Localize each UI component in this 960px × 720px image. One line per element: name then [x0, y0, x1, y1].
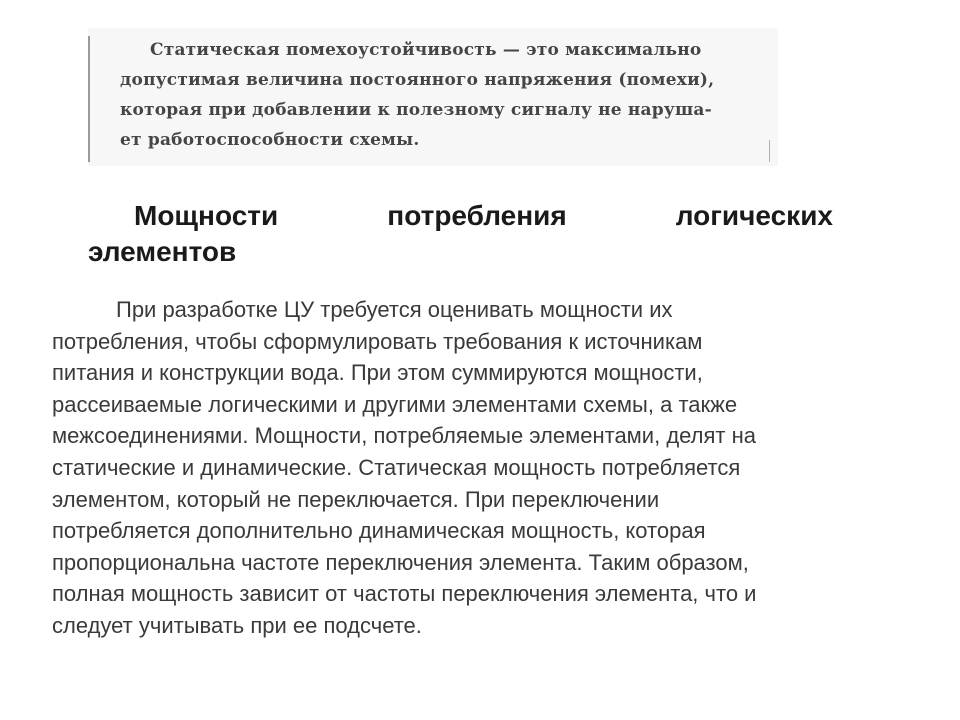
paragraph-line: рассеиваемые логическими и другими элементами схемы, а также	[52, 391, 738, 417]
paragraph-line: При разработке ЦУ требуется оценивать мощности их	[116, 297, 673, 322]
heading-line-1	[88, 198, 833, 234]
scan-line: ет работоспособности схемы.	[120, 130, 420, 150]
paragraph-line: межсоединениями. Мощности, потребляемые элементами, делят на	[52, 423, 756, 449]
heading-line-2: элементов	[88, 236, 237, 267]
scan-edge-left	[88, 36, 90, 162]
scan-edge-right	[769, 140, 770, 162]
paragraph-line: полная мощность зависит от частоты переключения элемента, что и	[52, 581, 757, 607]
paragraph-line: потребления, чтобы сформулировать требования к источникам	[52, 328, 703, 354]
paragraph-line: элементом, который не переключается. При переключении	[52, 486, 660, 512]
scanned-definition-image	[88, 28, 778, 166]
paragraph-line: статические и динамические. Статическая мощность потребляется	[52, 454, 741, 480]
heading-word: логических	[675, 200, 833, 231]
heading-word: потребления	[387, 200, 567, 231]
scan-line: которая при добавлении к полезному сигналу не наруша-	[120, 100, 712, 120]
paragraph-line: потребляется дополнительно динамическая мощность, которая	[52, 518, 706, 544]
scan-line: допустимая величина постоянного напряжения (помехи),	[120, 70, 715, 90]
paragraph-line: следует учитывать при ее подсчете.	[52, 612, 422, 638]
paragraph-line: питания и конструкции вода. При этом суммируются мощности,	[52, 360, 703, 386]
body-paragraph	[52, 294, 912, 642]
paragraph-line: пропорциональна частоте переключения элемента. Таким образом,	[52, 549, 749, 575]
section-heading	[88, 198, 833, 270]
scan-line: Статическая помехоустойчивость — это максимально	[150, 40, 702, 60]
heading-word: Мощности	[134, 200, 279, 231]
